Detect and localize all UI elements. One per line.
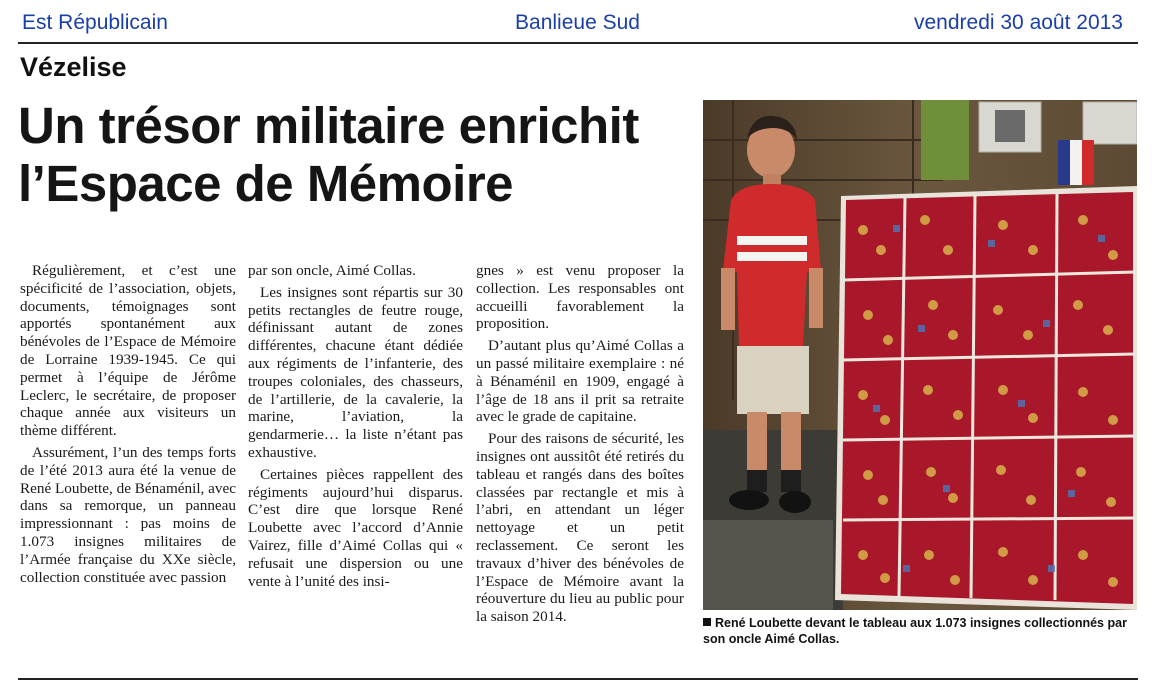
edition-name: Banlieue Sud xyxy=(515,11,640,34)
flag xyxy=(1070,140,1082,185)
photo-caption xyxy=(703,615,1143,647)
paragraph: gnes » est venu proposer la collection. Les responsables ont accueilli favorablement la proposition. xyxy=(476,262,684,333)
paragraph: par son oncle, Aimé Collas. xyxy=(248,262,416,279)
display-board-felt xyxy=(841,192,1133,604)
paragraph: Les insignes sont répartis sur 30 petits rectangles de feutre rouge, définissant autant de zones différentes, chacune étant dédiée aux régiments de l’infanterie, des troupes coloniales, des chasseurs, de l’artillerie, de la cavalerie, la marine, l’aviation, la gendarmerie… la liste n’étant pas exhaustive. xyxy=(248,283,463,461)
framed-picture xyxy=(1083,102,1137,144)
paragraph: Pour des raisons de sécurité, les insignes ont aussitôt été retirés du tableau et rangés dans des boîtes classées par rectangle et mis à l’abri, en attendant un léger nettoyage et un petit reclassement. Ce seront les travaux d’hiver des bénévoles de l’Espace de Mémoire avant la réouverture du lieu au public pour la saison 2014. xyxy=(476,430,684,626)
article-photo xyxy=(703,100,1137,610)
publication-name: Est Républicain xyxy=(22,11,168,34)
paragraph: Assurément, l’un des temps forts de l’été 2013 aura été la venue de René Loubette, de Bénaménil, avec dans sa remorque, un panneau impressionnant : pas moins de 1.073 insignes militaires de l’Armée française du XXe siècle, collection constituée avec passion xyxy=(20,443,236,586)
photo-caption-text: René Loubette devant le tableau aux 1.073 insignes collectionnés par son oncle Aimé Collas. xyxy=(703,616,1127,646)
flag xyxy=(1082,140,1094,185)
paragraph: Régulièrement, et c’est une spécificité de l’association, objets, documents, témoignages sont apportés spontanément aux bénévoles de l’Espace de Mémoire de Lorraine 1939-1945. Ce qui permet à l’équipe de Jérôme Leclerc, le secrétaire, de proposer chaque année aux visiteurs un thème différent. xyxy=(20,262,236,440)
paragraph: D’autant plus qu’Aimé Collas a un passé militaire exemplaire : né à Bénaménil en 1909, engagé à l’âge de 18 ans il prit sa retraite avec le grade de capitaine. xyxy=(476,337,684,426)
paragraph: Certaines pièces rappellent des régiments aujourd’hui disparus. C’est dire que lorsque René Loubette avec l’accord d’Annie Vairez, fille d’Aimé Collas qui « refusait une dispersion ou une vente à l’unité des insi- xyxy=(248,465,463,590)
article-column-2 xyxy=(248,262,463,590)
framed-picture-photo xyxy=(995,110,1025,142)
floor-mat xyxy=(703,520,833,610)
footer-rule xyxy=(18,678,1138,680)
photo-illustration xyxy=(703,100,1137,610)
article-column-3 xyxy=(476,262,684,626)
flag xyxy=(1058,140,1070,185)
caption-bullet-icon xyxy=(703,618,711,626)
publication-date: vendredi 30 août 2013 xyxy=(913,11,1123,34)
header-rule xyxy=(18,42,1138,44)
section-title: Vézelise xyxy=(20,52,127,82)
article-headline: Un trésor militaire enrichit l’Espace de Mémoire xyxy=(18,97,639,212)
window xyxy=(921,100,969,180)
article-column-1 xyxy=(20,262,236,586)
